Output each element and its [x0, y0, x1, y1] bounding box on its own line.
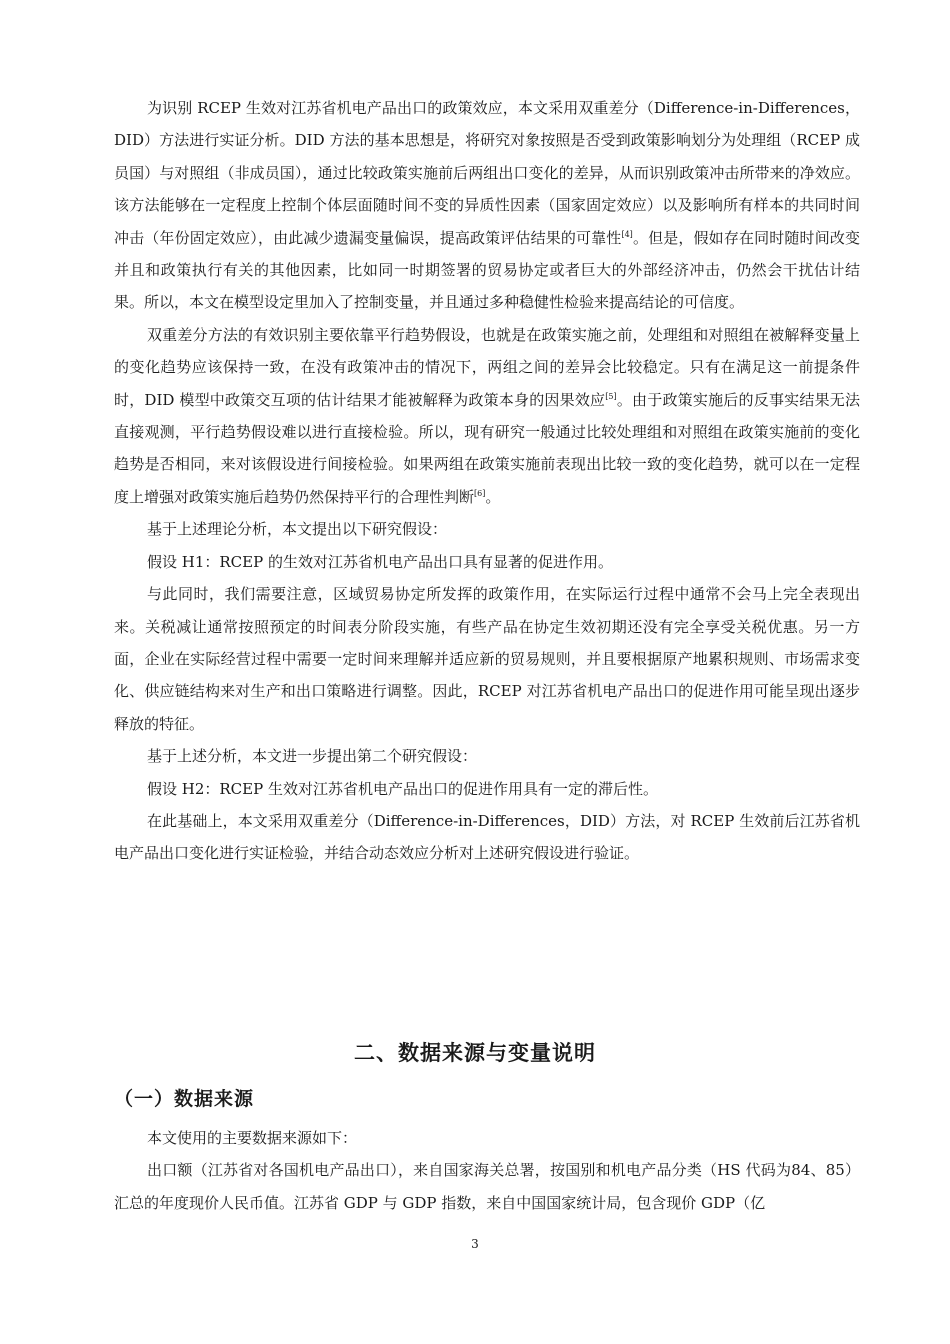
paragraph-method-summary: 在此基础上，本文采用双重差分（Difference-in-Differences，DID）方法，对 RCEP 生效前后江苏省机电产品出口变化进行实证检验，并结合动态效应分析对上述研究假设进行验证。 — [114, 811, 860, 863]
paragraph-data-intro: 本文使用的主要数据来源如下： — [147, 1129, 358, 1147]
paragraph-text: 。 — [485, 487, 501, 506]
subsection-title: （一）数据来源 — [114, 1088, 255, 1110]
page-number: 3 — [471, 1237, 479, 1251]
citation-ref[interactable]: [6] — [474, 488, 486, 498]
paragraph-text: 。由于政策实施后的反事实结果无法直接观测，平行趋势假设难以进行直接检验。所以，现有研究一般通过比较处理组和对照组在政策实施前的变化趋势是否相同，来对该假设进行间接检验。如果两组在政策实施前表现出比较一致的变化趋势，就可以在一定程度上增强对政策实施后趋势仍然保持平行的合理性判断 — [114, 390, 860, 506]
paragraph-hypothesis-h2: 假设 H2：RCEP 生效对江苏省机电产品出口的促进作用具有一定的滞后性。 — [147, 779, 658, 798]
citation-ref[interactable]: [5] — [605, 391, 617, 401]
citation-ref[interactable]: [4] — [621, 229, 633, 239]
paragraph-text: 。但是，假如存在同时随时间改变并且和政策执行有关的其他因素，比如同一时期签署的贸易协定或者巨大的外部经济冲击，仍然会干扰估计结果。所以，本文在模型设定里加入了控制变量，并且通过多种稳健性检验来提高结论的可信度。 — [114, 228, 860, 312]
section-title: 二、数据来源与变量说明 — [354, 1041, 596, 1065]
paragraph-parallel-trend — [114, 319, 860, 513]
paragraph-hypothesis2-intro: 基于上述分析，本文进一步提出第二个研究假设： — [147, 747, 478, 766]
paragraph-hypothesis-h1: 假设 H1：RCEP 的生效对江苏省机电产品出口具有显著的促进作用。 — [147, 552, 613, 571]
paragraph-data-sources: 出口额（江苏省对各国机电产品出口），来自国家海关总署，按国别和机电产品分类（HS 代码为84、85）汇总的年度现价人民币值。江苏省 GDP 与 GDP 指数，来自中国国家统计局，包含现价 GDP（亿 — [114, 1161, 860, 1212]
paragraph-text: 双重差分方法的有效识别主要依靠平行趋势假设，也就是在政策实施之前，处理组和对照组在被解释变量上的变化趋势应该保持一致，在没有政策冲击的情况下，两组之间的差异会比较稳定。只有在满足这一前提条件时，DID 模型中政策交互项的估计结果才能被解释为政策本身的因果效应 — [114, 325, 860, 409]
paragraph-text: 为识别 RCEP 生效对江苏省机电产品出口的政策效应，本文采用双重差分（Difference-in-Differences，DID）方法进行实证分析。DID 方法的基本思想是，将研究对象按照是否受到政策影响划分为处理组（RCEP 成员国）与对照组（非成员国），通过比较政策实施前后两组出口变化的差异，从而识别政策冲击所带来的净效应。该方法能够在一定程度上控制个体层面随时间不变的异质性因素（国家固定效应）以及影响所有样本的共同时间冲击（年份固定效应），由此减少遗漏变量偏误，提高政策评估结果的可靠性 — [114, 99, 860, 247]
body-text-block — [114, 92, 860, 870]
paragraph-did-method — [114, 92, 860, 319]
paragraph-lag-effect: 与此同时，我们需要注意，区域贸易协定所发挥的政策作用，在实际运行过程中通常不会马上完全表现出来。关税减让通常按照预定的时间表分阶段实施，有些产品在协定生效初期还没有完全享受关税优惠。另一方面，企业在实际经营过程中需要一定时间来理解并适应新的贸易规则，并且要根据原产地累积规则、市场需求变化、供应链结构来对生产和出口策略进行调整。因此，RCEP 对江苏省机电产品出口的促进作用可能呈现出逐步释放的特征。 — [114, 585, 860, 733]
paragraph-hypothesis-intro: 基于上述理论分析，本文提出以下研究假设： — [147, 520, 448, 539]
body-text-block-2 — [114, 1122, 860, 1219]
